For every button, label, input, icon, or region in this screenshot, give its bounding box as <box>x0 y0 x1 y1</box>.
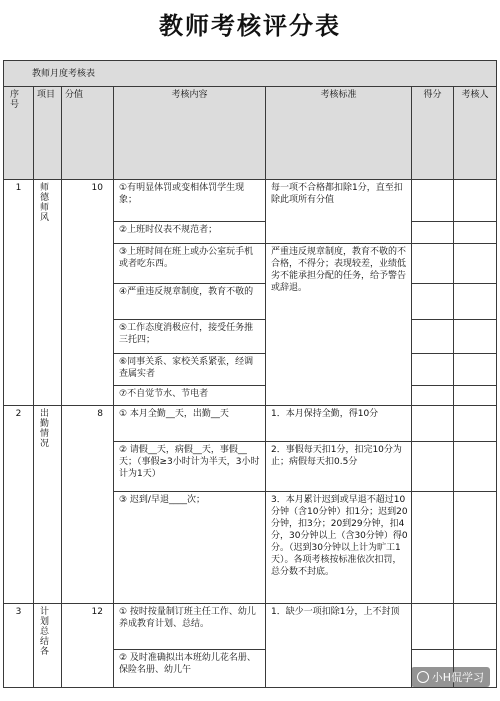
reviewer-cell[interactable] <box>454 406 497 442</box>
evaluation-table <box>3 60 497 688</box>
reviewer-cell[interactable] <box>454 442 497 492</box>
section-2-content-1: ① 本月全勤__天，出勤__天 <box>114 406 266 442</box>
score-cell[interactable] <box>412 604 454 650</box>
score-cell[interactable] <box>412 222 454 244</box>
section-2-item <box>34 406 62 604</box>
section-1-content-7: ⑦不自觉节水、节电者 <box>114 386 266 406</box>
watermark-label: 小H侃学习 <box>431 671 484 684</box>
header-standard: 考核标准 <box>266 87 412 180</box>
section-3-content-2: ② 及时准确拟出本班幼儿花名册、保险名册、幼儿午 <box>114 650 266 688</box>
page-title: 教师考核评分表 <box>159 11 341 40</box>
section-1-content-4: ④严重违反规章制度，教育不敬的 <box>114 284 266 320</box>
score-cell[interactable] <box>412 406 454 442</box>
reviewer-cell[interactable] <box>454 354 497 386</box>
section-3-seq: 3 <box>4 604 34 688</box>
evaluation-table-container <box>3 60 496 701</box>
section-2-seq: 2 <box>4 406 34 604</box>
section-1-seq: 1 <box>4 180 34 406</box>
section-3-standard-1: 1．缺少一项扣除1分，上不封顶 <box>266 604 412 688</box>
section-2-standard-1: 1．本月保持全勤，得10分 <box>266 406 412 442</box>
header-content: 考核内容 <box>114 87 266 180</box>
table-caption: 教师月度考核表 <box>4 61 497 87</box>
section-3-item <box>34 604 62 688</box>
score-cell[interactable] <box>412 354 454 386</box>
section-2-standard-2: 2．事假每天扣1分，扣完10分为止；病假每天扣0.5分 <box>266 442 412 492</box>
reviewer-cell[interactable] <box>454 492 497 604</box>
section-1-standard-2: 严重违反规章制度，教育不敬的不合格，不得分；表现较差，业绩低劣不能承担分配的任务，给予警告或辞退。 <box>266 244 412 406</box>
section-1-standard-1: 每一项不合格都扣除1分，直至扣除此项所有分值 <box>266 180 412 244</box>
reviewer-cell[interactable] <box>454 222 497 244</box>
score-cell[interactable] <box>412 180 454 222</box>
section-3-item-label: 计划总结各 <box>38 606 48 656</box>
header-got: 得分 <box>412 87 454 180</box>
score-cell[interactable] <box>412 386 454 406</box>
section-2-standard-3: 3．本月累计迟到或早退不超过10分钟（含10分钟）扣1分；迟到20分钟，扣3分；20到29分钟，扣4分，30分钟以上（含30分钟）得0分。（迟到30分钟以上计为旷工1天）。各项考核按标准依次扣罚，总分数不封底。 <box>266 492 412 604</box>
section-1-content-1: ①有明显体罚或变相体罚学生现象； <box>114 180 266 222</box>
reviewer-cell[interactable] <box>454 604 497 650</box>
section-3-content-1: ① 按时按量制订班主任工作、幼儿养成教育计划、总结。 <box>114 604 266 650</box>
score-cell[interactable] <box>412 320 454 354</box>
reviewer-cell[interactable] <box>454 244 497 284</box>
header-seq-label: 序号 <box>8 89 18 109</box>
section-1-content-3: ③上班时间在班上或办公室玩手机或者吃东西。 <box>114 244 266 284</box>
section-1-score: 10 <box>62 180 114 406</box>
section-1-content-6: ⑥同事关系、家校关系紧张，经调查属实者 <box>114 354 266 386</box>
section-2-item-label: 出勤情况 <box>38 408 48 448</box>
header-reviewer: 考核人 <box>454 87 497 180</box>
section-1-item <box>34 180 62 406</box>
watermark <box>411 667 490 687</box>
section-2-content-3: ③ 迟到/早退____次； <box>114 492 266 604</box>
section-2-score: 8 <box>62 406 114 604</box>
section-1-item-label: 师德师风 <box>38 182 48 222</box>
section-3-score: 12 <box>62 604 114 688</box>
header-item: 项目 <box>34 87 62 180</box>
reviewer-cell[interactable] <box>454 180 497 222</box>
section-1-content-2: ②上班时仪表不规范者； <box>114 222 266 244</box>
score-cell[interactable] <box>412 284 454 320</box>
section-2-content-2: ② 请假__天，病假__天，事假__天；（事假≥3小时计为半天，3小时计为1天） <box>114 442 266 492</box>
reviewer-cell[interactable] <box>454 320 497 354</box>
score-cell[interactable] <box>412 442 454 492</box>
reviewer-cell[interactable] <box>454 284 497 320</box>
score-cell[interactable] <box>412 244 454 284</box>
header-seq <box>4 87 34 180</box>
reviewer-cell[interactable] <box>454 386 497 406</box>
section-1-content-5: ⑤工作态度消极应付，接受任务推三托四； <box>114 320 266 354</box>
account-icon <box>417 671 429 683</box>
header-score: 分值 <box>62 87 114 180</box>
score-cell[interactable] <box>412 492 454 604</box>
